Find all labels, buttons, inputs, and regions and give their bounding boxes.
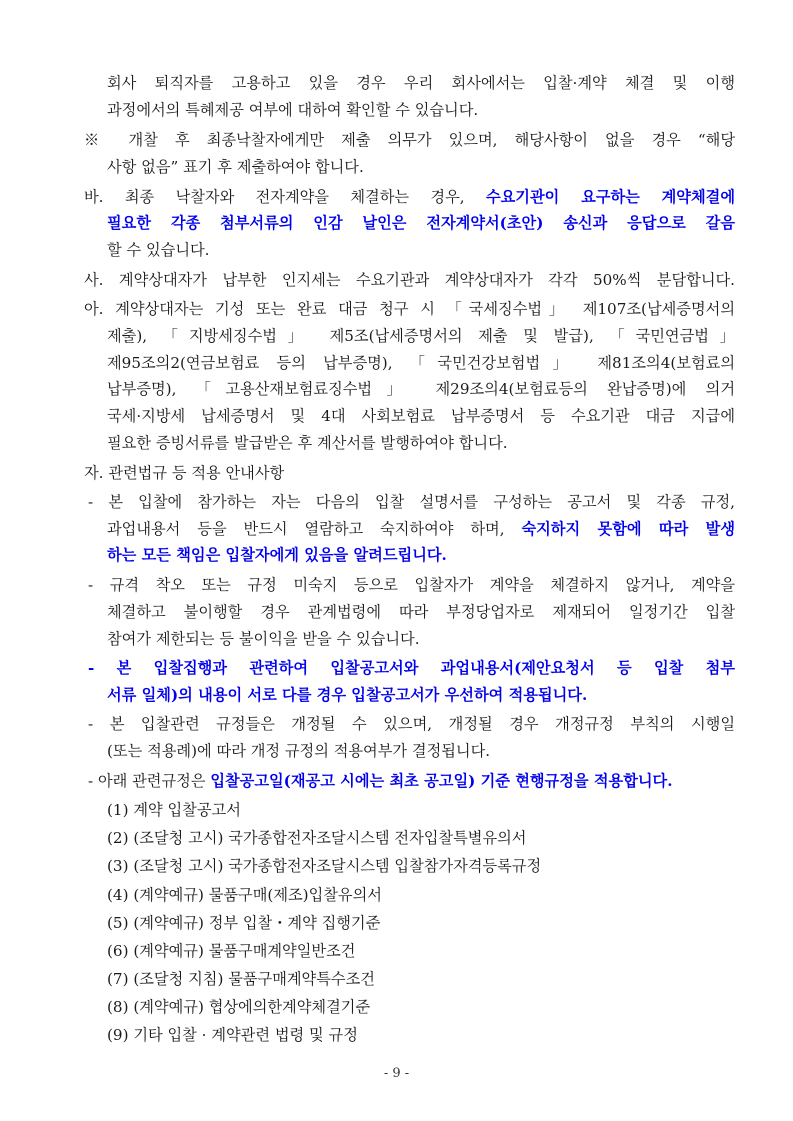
regulation-item: (3) (조달청 고시) 국가종합전자조달시스템 입찰참가자격등록규정 (107, 857, 542, 875)
regulation-item: (4) (계약예규) 물품구매(제조)입찰유의서 (107, 886, 382, 904)
bullet-line: - 본 입찰에 참가하는 자는 다음의 입찰 설명서를 구성하는 공고서 및 각종 규정, (88, 493, 735, 511)
note-line: 사항 없음” 표기 후 제출하여야 합니다. (107, 158, 364, 176)
bullet-line: - 본 입찰관련 규정들은 개정될 수 있으며, 개정될 경우 개정규정 부칙의 시행일 (88, 715, 735, 733)
paragraph-line: (또는 적용례)에 따라 개정 규정의 적용여부가 결정됩니다. (107, 742, 491, 760)
emphasis-bullet-line: - 본 입찰집행과 관련하여 입찰공고서와 과업내용서(제안요청서 등 입찰 첨부 (88, 659, 735, 677)
emphasis-text: 수요기관이 요구하는 계약체결에 (485, 188, 735, 206)
bullet-line: - 아래 관련규정은 입찰공고일(재공고 시에는 최초 공고일) 기준 현행규정을 적용합니다. (88, 772, 673, 790)
paragraph-line: 과업내용서 등을 반드시 열람하고 숙지하여야 하며, 숙지하지 못함에 따라 발생 (107, 520, 736, 538)
regulation-item: (6) (계약예규) 물품구매계약일반조건 (107, 942, 356, 960)
item-sa-line: 사. 계약상대자가 납부한 인지세는 수요기관과 계약상대자가 각각 50%씩 분담합니다. (84, 271, 735, 289)
paragraph-line: 회사 퇴직자를 고용하고 있을 경우 우리 회사에서는 입찰·계약 체결 및 이행 (107, 74, 735, 92)
paragraph-line: 제출), 「지방세징수법」 제5조(납세증명서의 제출 및 발급), 「국민연금법」 (107, 327, 735, 345)
item-ja-heading: 자. 관련법규 등 적용 안내사항 (84, 464, 285, 482)
paragraph-line: 과정에서의 특혜제공 여부에 대하여 확인할 수 있습니다. (107, 101, 479, 119)
item-a-line: 아. 계약상대자는 기성 또는 완료 대금 청구 시 「국세징수법」 제107조(납세증명서의 (84, 300, 735, 318)
regulation-item: (7) (조달청 지침) 물품구매계약특수조건 (107, 970, 375, 988)
paragraph-line: 제95조의2(연금보험료 등의 납부증명), 「국민건강보험법」 제81조의4(보험료의 (107, 354, 735, 372)
emphasis-text: 숙지하지 못함에 따라 발생 (521, 520, 736, 538)
emphasis-line: 서류 일체)의 내용이 서로 다를 경우 입찰공고서가 우선하여 적용됩니다. (107, 686, 588, 704)
regulation-item: (9) 기타 입찰 · 계약관련 법령 및 규정 (107, 1026, 358, 1044)
paragraph-line: 참여가 제한되는 등 불이익을 받을 수 있습니다. (107, 630, 420, 648)
paragraph-line: 필요한 증빙서류를 발급받은 후 계산서를 발행하여야 합니다. (107, 434, 508, 452)
regulation-item: (2) (조달청 고시) 국가종합전자조달시스템 전자입찰특별유의서 (107, 829, 527, 847)
paragraph-line: 체결하고 불이행할 경우 관계법령에 따라 부정당업자로 제재되어 일정기간 입찰 (107, 603, 735, 621)
paragraph-line: 할 수 있습니다. (107, 241, 210, 259)
bullet-line: - 규격 착오 또는 규정 미숙지 등으로 입찰자가 계약을 체결하지 않거나, 계약을 (88, 576, 735, 594)
emphasis-line: 필요한 각종 첨부서류의 인감 날인은 전자계약서(초안) 송신과 응답으로 갈음 (107, 214, 735, 232)
note-line: ※ 개찰 후 최종낙찰자에게만 제출 의무가 있으며, 해당사항이 없을 경우 “해당 (84, 131, 735, 149)
regulation-item: (8) (계약예규) 협상에의한계약체결기준 (107, 998, 371, 1016)
paragraph-line: 납부증명), 「고용산재보험료징수법」 제29조의4(보험료등의 완납증명)에 의거 (107, 380, 735, 398)
page-number: - 9 - (383, 1066, 410, 1081)
emphasis-text: 입찰공고일(재공고 시에는 최초 공고일) 기준 현행규정을 적용합니다. (210, 772, 673, 790)
regulation-item: (1) 계약 입찰공고서 (107, 801, 241, 819)
item-ba-line: 바. 최종 낙찰자와 전자계약을 체결하는 경우, 수요기관이 요구하는 계약체결에 (84, 188, 735, 206)
regulation-item: (5) (계약예규) 정부 입찰・계약 집행기준 (107, 914, 381, 932)
paragraph-line: 국세·지방세 납세증명서 및 4대 사회보험료 납부증명서 등 수요기관 대금 지급에 (107, 407, 735, 425)
emphasis-line: 하는 모든 책임은 입찰자에게 있음을 알려드립니다. (107, 546, 447, 564)
